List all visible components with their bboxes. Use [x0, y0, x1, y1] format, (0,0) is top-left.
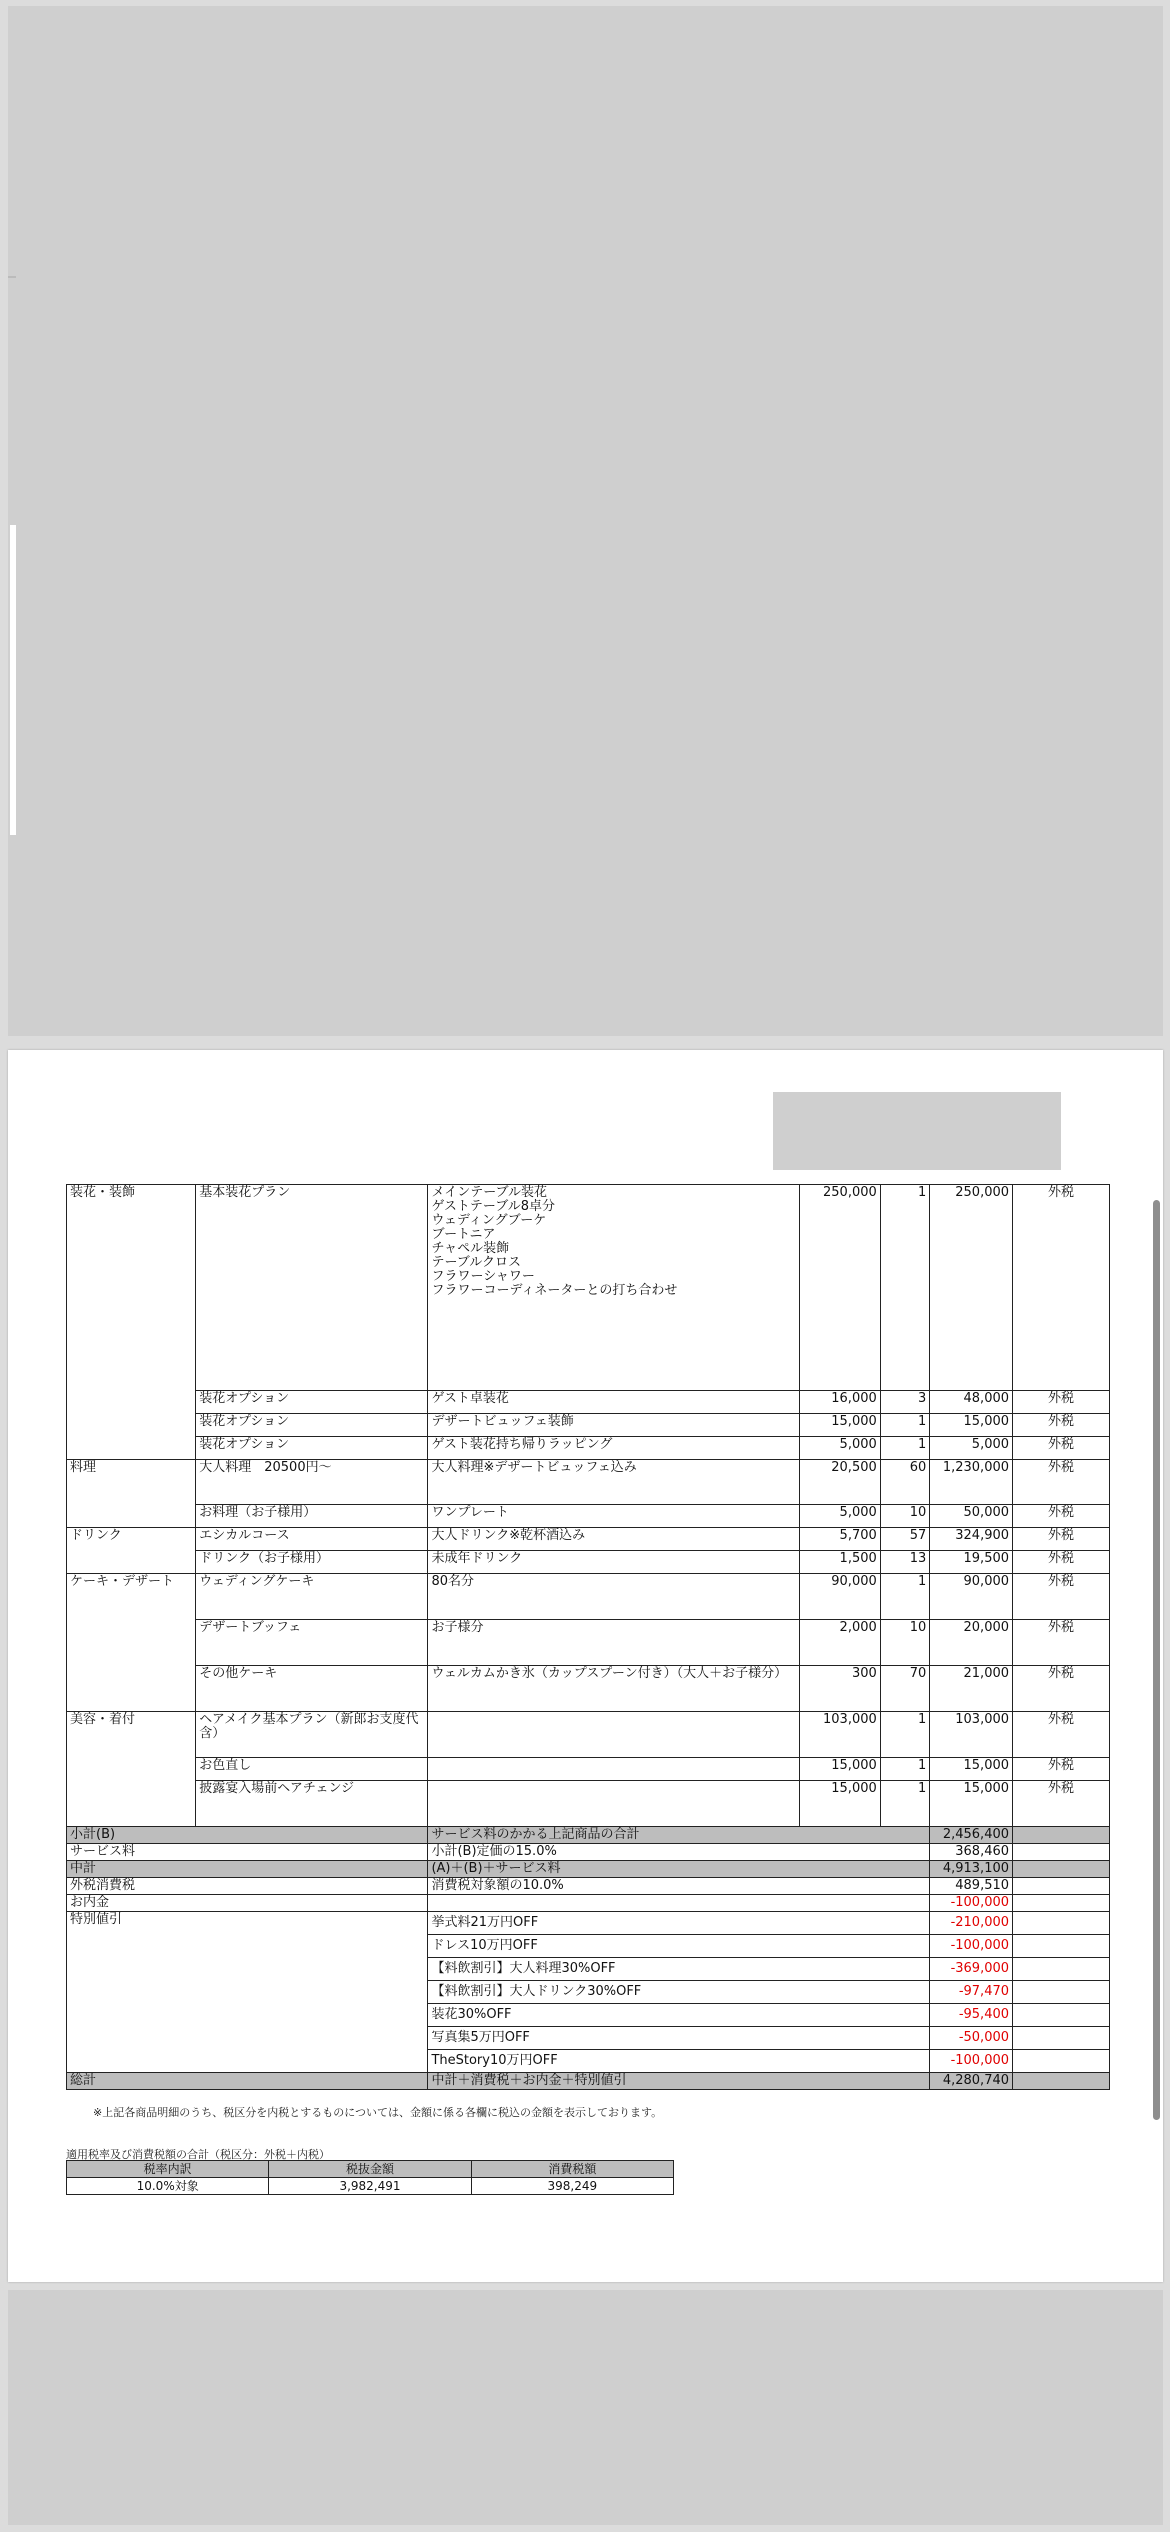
price-cell: 15,000 — [800, 1414, 881, 1437]
table-row — [67, 1185, 1110, 1391]
tax-type-cell: 外税 — [1013, 1185, 1110, 1391]
detail-cell: 大人料理※デザートビュッフェ込み — [428, 1460, 800, 1505]
qty-cell: 1 — [880, 1712, 929, 1758]
item-cell: 装花オプション — [196, 1391, 428, 1414]
tax-summary-header-cell: 税抜金額 — [269, 2161, 471, 2178]
summary-label: 小計(B) — [67, 1827, 428, 1844]
item-cell: エシカルコース — [196, 1528, 428, 1551]
tax-type-cell: 外税 — [1013, 1391, 1110, 1414]
table-row — [67, 1391, 1110, 1414]
discount-desc: 挙式料21万円OFF — [428, 1912, 930, 1935]
discount-amount: -210,000 — [930, 1912, 1013, 1935]
price-cell: 250,000 — [800, 1185, 881, 1391]
summary-label: お内金 — [67, 1895, 428, 1912]
detail-cell: お子様分 — [428, 1620, 800, 1666]
amount-cell: 15,000 — [930, 1414, 1013, 1437]
divider — [8, 276, 16, 278]
detail-cell — [428, 1712, 800, 1758]
amount-cell: 21,000 — [930, 1666, 1013, 1712]
qty-cell: 57 — [880, 1528, 929, 1551]
item-cell: ヘアメイク基本プラン（新郎お支度代含） — [196, 1712, 428, 1758]
qty-cell: 1 — [880, 1781, 929, 1827]
discount-label: 特別値引 — [67, 1912, 428, 2073]
price-cell: 90,000 — [800, 1574, 881, 1620]
table-row — [67, 1460, 1110, 1505]
price-cell: 20,500 — [800, 1460, 881, 1505]
tax-type-cell: 外税 — [1013, 1574, 1110, 1620]
tax-type-cell: 外税 — [1013, 1460, 1110, 1505]
price-cell: 300 — [800, 1666, 881, 1712]
detail-cell: デザートビュッフェ装飾 — [428, 1414, 800, 1437]
detail-cell: ワンプレート — [428, 1505, 800, 1528]
item-cell: 大人料理 20500円～ — [196, 1460, 428, 1505]
detail-cell: 未成年ドリンク — [428, 1551, 800, 1574]
tax-summary-cell: 3,982,491 — [269, 2178, 471, 2195]
discount-amount: -100,000 — [930, 1935, 1013, 1958]
detail-cell: 大人ドリンク※乾杯酒込み — [428, 1528, 800, 1551]
item-cell: ドリンク（お子様用） — [196, 1551, 428, 1574]
summary-label: サービス料 — [67, 1844, 428, 1861]
scrollbar[interactable] — [1153, 1200, 1160, 2120]
category-cell: ケーキ・デザート — [67, 1574, 196, 1712]
qty-cell: 1 — [880, 1414, 929, 1437]
item-cell: お料理（お子様用） — [196, 1505, 428, 1528]
service-charge-row — [67, 1844, 1110, 1861]
detail-cell — [428, 1781, 800, 1827]
price-cell: 1,500 — [800, 1551, 881, 1574]
subtotal-row — [67, 1827, 1110, 1844]
tax-note: ※上記各商品明細のうち、税区分を内税とするものについては、金額に係る各欄に税込の金額を表示しております。 — [93, 2106, 663, 2119]
summary-desc: 小計(B)定価の15.0% — [428, 1844, 930, 1861]
item-cell: デザートブッフェ — [196, 1620, 428, 1666]
category-cell: ドリンク — [67, 1528, 196, 1574]
item-cell: 基本装花プラン — [196, 1185, 428, 1391]
amount-cell: 324,900 — [930, 1528, 1013, 1551]
grand-total-row — [67, 2073, 1110, 2090]
table-row — [67, 1781, 1110, 1827]
qty-cell: 10 — [880, 1505, 929, 1528]
discount-desc: 【料飲割引】大人料理30%OFF — [428, 1958, 930, 1981]
tax-type-cell: 外税 — [1013, 1781, 1110, 1827]
discount-amount: -97,470 — [930, 1981, 1013, 2004]
qty-cell: 70 — [880, 1666, 929, 1712]
price-cell: 15,000 — [800, 1781, 881, 1827]
tax-summary-row — [67, 2178, 674, 2195]
amount-cell: 15,000 — [930, 1781, 1013, 1827]
detail-cell: 80名分 — [428, 1574, 800, 1620]
table-row — [67, 1666, 1110, 1712]
consumption-tax-row — [67, 1878, 1110, 1895]
amount-cell: 20,000 — [930, 1620, 1013, 1666]
item-cell: ウェディングケーキ — [196, 1574, 428, 1620]
summary-desc: サービス料のかかる上記商品の合計 — [428, 1827, 930, 1844]
amount-cell: 250,000 — [930, 1185, 1013, 1391]
summary-amount: 489,510 — [930, 1878, 1013, 1895]
deposit-row — [67, 1895, 1110, 1912]
table-row — [67, 1620, 1110, 1666]
estimate-page — [8, 1050, 1163, 2282]
amount-cell: 103,000 — [930, 1712, 1013, 1758]
discount-amount: -50,000 — [930, 2027, 1013, 2050]
summary-amount: 4,280,740 — [930, 2073, 1013, 2090]
tax-type-cell: 外税 — [1013, 1712, 1110, 1758]
summary-amount: 4,913,100 — [930, 1861, 1013, 1878]
redacted-header-block — [773, 1092, 1061, 1170]
summary-desc — [428, 1895, 930, 1912]
table-row — [67, 1551, 1110, 1574]
amount-cell: 90,000 — [930, 1574, 1013, 1620]
tax-type-cell: 外税 — [1013, 1505, 1110, 1528]
category-cell: 料理 — [67, 1460, 196, 1528]
tax-summary-header-cell: 消費税額 — [471, 2161, 673, 2178]
qty-cell: 10 — [880, 1620, 929, 1666]
left-edge-bar — [10, 525, 16, 835]
qty-cell: 1 — [880, 1574, 929, 1620]
tax-type-cell: 外税 — [1013, 1528, 1110, 1551]
item-cell: 披露宴入場前ヘアチェンジ — [196, 1781, 428, 1827]
category-cell: 美容・着付 — [67, 1712, 196, 1827]
amount-cell: 15,000 — [930, 1758, 1013, 1781]
discount-amount: -369,000 — [930, 1958, 1013, 1981]
table-row — [67, 1437, 1110, 1460]
category-cell: 装花・装飾 — [67, 1185, 196, 1460]
table-row — [67, 1574, 1110, 1620]
table-row — [67, 1414, 1110, 1437]
item-cell: その他ケーキ — [196, 1666, 428, 1712]
discount-desc: 装花30%OFF — [428, 2004, 930, 2027]
summary-label: 総計 — [67, 2073, 428, 2090]
summary-amount: 368,460 — [930, 1844, 1013, 1861]
midtotal-row — [67, 1861, 1110, 1878]
discount-desc: ドレス10万円OFF — [428, 1935, 930, 1958]
discount-amount: -95,400 — [930, 2004, 1013, 2027]
tax-summary-cell: 10.0%対象 — [67, 2178, 269, 2195]
summary-label: 外税消費税 — [67, 1878, 428, 1895]
detail-cell: ゲスト装花持ち帰りラッピング — [428, 1437, 800, 1460]
tax-summary-cell: 398,249 — [471, 2178, 673, 2195]
summary-amount: 2,456,400 — [930, 1827, 1013, 1844]
summary-amount: -100,000 — [930, 1895, 1013, 1912]
table-row — [67, 1505, 1110, 1528]
tax-summary-table — [66, 2160, 674, 2195]
summary-desc: 中計＋消費税＋お内金＋特別値引 — [428, 2073, 930, 2090]
redacted-bottom-area — [8, 2290, 1163, 2525]
tax-summary-caption: 適用税率及び消費税額の合計（税区分：外税＋内税） — [66, 2148, 330, 2161]
discount-desc: TheStory10万円OFF — [428, 2050, 930, 2073]
amount-cell: 1,230,000 — [930, 1460, 1013, 1505]
summary-desc: 消費税対象額の10.0% — [428, 1878, 930, 1895]
amount-cell: 19,500 — [930, 1551, 1013, 1574]
item-cell: お色直し — [196, 1758, 428, 1781]
qty-cell: 60 — [880, 1460, 929, 1505]
price-cell: 5,700 — [800, 1528, 881, 1551]
price-cell: 5,000 — [800, 1505, 881, 1528]
table-row — [67, 1528, 1110, 1551]
tax-type-cell: 外税 — [1013, 1620, 1110, 1666]
table-row — [67, 1712, 1110, 1758]
detail-cell — [428, 1758, 800, 1781]
qty-cell: 1 — [880, 1758, 929, 1781]
summary-label: 中計 — [67, 1861, 428, 1878]
tax-type-cell: 外税 — [1013, 1437, 1110, 1460]
price-cell: 103,000 — [800, 1712, 881, 1758]
table-row — [67, 1758, 1110, 1781]
qty-cell: 13 — [880, 1551, 929, 1574]
tax-type-cell: 外税 — [1013, 1666, 1110, 1712]
discount-desc: 写真集5万円OFF — [428, 2027, 930, 2050]
discount-amount: -100,000 — [930, 2050, 1013, 2073]
amount-cell: 50,000 — [930, 1505, 1013, 1528]
discount-desc: 【料飲割引】大人ドリンク30%OFF — [428, 1981, 930, 2004]
amount-cell: 5,000 — [930, 1437, 1013, 1460]
item-cell: 装花オプション — [196, 1437, 428, 1460]
tax-type-cell: 外税 — [1013, 1758, 1110, 1781]
redacted-top-area — [8, 6, 1163, 1036]
detail-cell: ウェルカムかき氷（カップスプーン付き）（大人＋お子様分） — [428, 1666, 800, 1712]
tax-summary-header — [67, 2161, 674, 2178]
price-cell: 5,000 — [800, 1437, 881, 1460]
estimate-table — [66, 1184, 1110, 2090]
qty-cell: 1 — [880, 1437, 929, 1460]
qty-cell: 1 — [880, 1185, 929, 1391]
item-cell: 装花オプション — [196, 1414, 428, 1437]
tax-type-cell: 外税 — [1013, 1414, 1110, 1437]
summary-desc: (A)＋(B)＋サービス料 — [428, 1861, 930, 1878]
price-cell: 15,000 — [800, 1758, 881, 1781]
detail-cell: メインテーブル装花 ゲストテーブル8卓分 ウェディングブーケ ブートニア チャペル装飾 テーブルクロス フラワーシャワー フラワーコーディネーターとの打ち合わせ — [428, 1185, 800, 1391]
tax-type-cell: 外税 — [1013, 1551, 1110, 1574]
price-cell: 2,000 — [800, 1620, 881, 1666]
qty-cell: 3 — [880, 1391, 929, 1414]
amount-cell: 48,000 — [930, 1391, 1013, 1414]
price-cell: 16,000 — [800, 1391, 881, 1414]
detail-cell: ゲスト卓装花 — [428, 1391, 800, 1414]
tax-summary-header-cell: 税率内訳 — [67, 2161, 269, 2178]
discount-row — [67, 1912, 1110, 1935]
